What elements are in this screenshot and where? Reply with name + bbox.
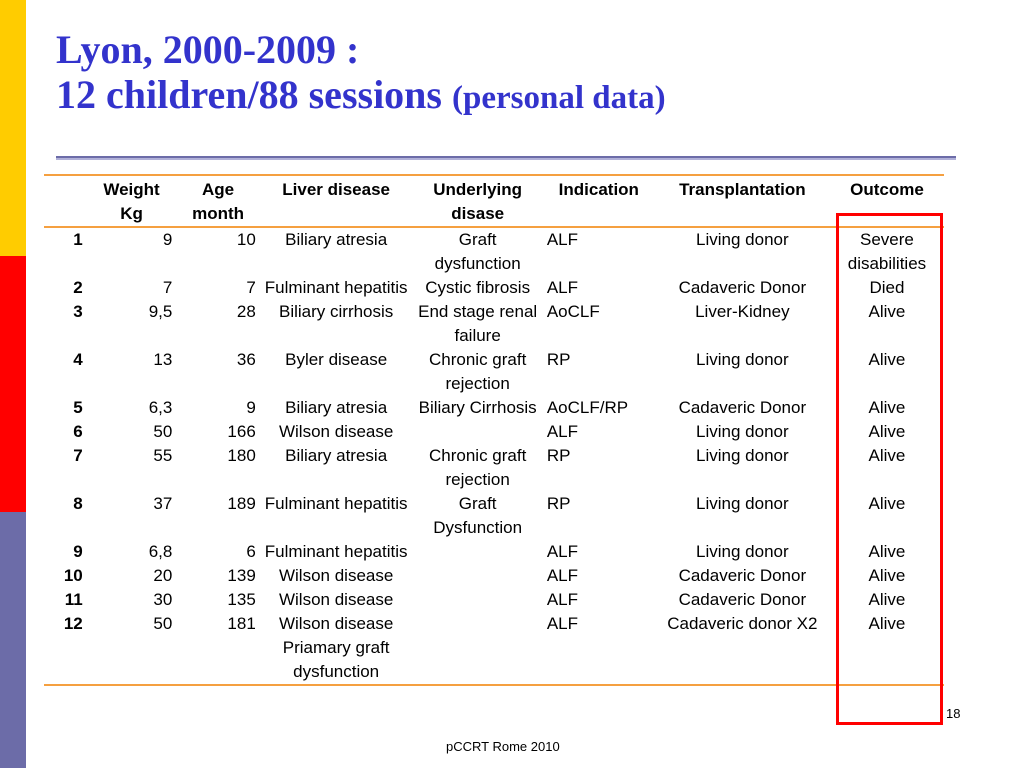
cell-outcome: Died xyxy=(869,278,905,297)
slide-title xyxy=(56,28,666,118)
cell-age: 10 xyxy=(236,230,256,249)
cell-outcome: Alive xyxy=(868,542,906,561)
cell-indication: ALF xyxy=(546,230,578,249)
cell-underlying-disease: Graft Dysfunction xyxy=(433,494,523,537)
cell-transplantation: Living donor xyxy=(696,446,789,465)
header-weight: Weight Kg xyxy=(87,175,177,227)
page-number: 18 xyxy=(946,706,961,721)
header-number xyxy=(44,175,87,227)
table-row xyxy=(44,588,944,612)
cell-indication: RP xyxy=(546,494,571,513)
cell-underlying-disease xyxy=(413,564,543,588)
cell-weight: 50 xyxy=(153,422,173,441)
cell-liver-disease: Fulminant hepatitis xyxy=(264,494,408,513)
cell-underlying-disease: Biliary Cirrhosis xyxy=(418,398,537,417)
slide-title-line2 xyxy=(56,73,666,118)
cell-age: 36 xyxy=(236,350,256,369)
cell-underlying-disease xyxy=(413,612,543,685)
cell-outcome: Alive xyxy=(868,446,906,465)
table-row xyxy=(44,300,944,348)
cell-liver-disease: Wilson disease xyxy=(278,422,394,441)
slide-title-line2-main: 12 children/88 sessions xyxy=(56,71,442,117)
cell-transplantation: Living donor xyxy=(696,494,789,513)
cell-age: 180 xyxy=(227,446,256,465)
cell-liver-disease: Wilson disease xyxy=(278,566,394,585)
cell-number: 11 xyxy=(64,590,83,609)
cell-number: 4 xyxy=(73,350,83,369)
left-bar-blue xyxy=(0,512,26,768)
cell-liver-disease: Fulminant hepatitis xyxy=(264,278,408,297)
cell-number: 9 xyxy=(73,542,83,561)
table-row xyxy=(44,420,944,444)
cell-indication: ALF xyxy=(543,612,655,685)
left-bar-yellow xyxy=(0,0,26,256)
title-divider xyxy=(56,156,956,160)
left-bar-red xyxy=(0,256,26,512)
cell-transplantation: Liver-Kidney xyxy=(695,302,790,321)
cell-age: 6 xyxy=(246,542,256,561)
cell-age: 139 xyxy=(227,566,256,585)
cell-transplantation: Living donor xyxy=(696,422,789,441)
cell-number: 6 xyxy=(73,422,83,441)
cell-age: 181 xyxy=(176,612,259,685)
cell-transplantation: Living donor xyxy=(696,350,789,369)
cell-indication: ALF xyxy=(546,566,578,585)
cell-outcome: Alive xyxy=(868,566,906,585)
cell-indication: ALF xyxy=(546,278,578,297)
cell-outcome: Alive xyxy=(868,398,906,417)
cell-number: 5 xyxy=(73,398,83,417)
cell-number: 1 xyxy=(73,230,83,249)
cell-outcome: Alive xyxy=(868,350,906,369)
cell-age: 166 xyxy=(227,422,256,441)
footer-text: pCCRT Rome 2010 xyxy=(446,739,560,754)
cell-indication: ALF xyxy=(546,590,578,609)
table-row xyxy=(44,396,944,420)
table-header xyxy=(44,175,944,227)
header-transplantation: Transplantation xyxy=(655,175,830,227)
cell-transplantation: Cadaveric Donor xyxy=(678,566,807,585)
cell-outcome: Severe disabilities xyxy=(847,230,927,273)
table-row xyxy=(44,276,944,300)
cell-weight: 9,5 xyxy=(148,302,173,321)
cell-liver-disease: Biliary cirrhosis xyxy=(279,302,394,321)
cell-number: 10 xyxy=(63,566,83,585)
cell-weight: 6,8 xyxy=(148,542,173,561)
cell-transplantation: Cadaveric Donor xyxy=(678,278,807,297)
cell-age: 135 xyxy=(227,590,256,609)
cell-age: 189 xyxy=(227,494,256,513)
cell-number: 8 xyxy=(73,494,83,513)
cell-weight: 50 xyxy=(87,612,177,685)
cell-number: 12 xyxy=(44,612,87,685)
cell-liver-disease: Biliary atresia xyxy=(285,230,388,249)
cell-underlying-disease: Chronic graft rejection xyxy=(428,350,527,393)
table-row xyxy=(44,444,944,492)
cell-outcome: Alive xyxy=(868,422,906,441)
cell-underlying-disease: Graft dysfunction xyxy=(434,230,521,273)
cell-transplantation: Cadaveric donor X2 xyxy=(655,612,830,685)
cell-weight: 7 xyxy=(162,278,173,297)
cell-weight: 6,3 xyxy=(148,398,173,417)
cell-age: 7 xyxy=(246,278,256,297)
cell-transplantation: Living donor xyxy=(696,542,789,561)
table-row xyxy=(44,227,944,276)
table-header-row xyxy=(44,175,944,227)
table-row xyxy=(44,612,944,685)
cell-liver-disease: Wilson disease xyxy=(278,590,394,609)
cell-weight: 37 xyxy=(153,494,173,513)
table-row xyxy=(44,564,944,588)
cell-number: 2 xyxy=(73,278,83,297)
slide-title-line2-suffix: (personal data) xyxy=(452,79,666,116)
cell-liver-disease: Fulminant hepatitis xyxy=(264,542,408,561)
cell-number: 3 xyxy=(73,302,83,321)
cell-indication: ALF xyxy=(546,542,578,561)
cell-weight: 9 xyxy=(162,230,173,249)
cell-indication: AoCLF xyxy=(546,302,600,321)
cell-outcome: Alive xyxy=(868,302,906,321)
table-row xyxy=(44,348,944,396)
cell-transplantation: Cadaveric Donor xyxy=(678,590,807,609)
cell-liver-disease: Biliary atresia xyxy=(285,398,388,417)
cell-age: 9 xyxy=(246,398,256,417)
table-row xyxy=(44,492,944,540)
header-underlying-disease: Underlying disase xyxy=(413,175,543,227)
cell-transplantation: Cadaveric Donor xyxy=(678,398,807,417)
header-age: Age month xyxy=(176,175,259,227)
cell-indication: RP xyxy=(546,446,571,465)
cell-underlying-disease xyxy=(413,588,543,612)
header-outcome: Outcome xyxy=(830,175,944,227)
cell-weight: 55 xyxy=(153,446,173,465)
cell-indication: AoCLF/RP xyxy=(546,398,629,417)
cell-underlying-disease: Chronic graft rejection xyxy=(428,446,527,489)
cell-liver-disease: Wilson disease Priamary graft dysfunction xyxy=(260,612,413,685)
table-body xyxy=(44,227,944,685)
cell-underlying-disease: End stage renal failure xyxy=(418,302,538,345)
cell-weight: 20 xyxy=(153,566,173,585)
cell-age: 28 xyxy=(236,302,256,321)
cell-underlying-disease xyxy=(413,540,543,564)
table-row xyxy=(44,540,944,564)
header-liver-disease: Liver disease xyxy=(260,175,413,227)
cell-liver-disease: Biliary atresia xyxy=(285,446,388,465)
cell-indication: RP xyxy=(546,350,571,369)
cell-transplantation: Living donor xyxy=(696,230,789,249)
cell-underlying-disease: Cystic fibrosis xyxy=(425,278,531,297)
cell-weight: 30 xyxy=(153,590,173,609)
cell-indication: ALF xyxy=(546,422,578,441)
cell-underlying-disease xyxy=(413,420,543,444)
cell-outcome: Alive xyxy=(830,612,944,685)
cell-weight: 13 xyxy=(153,350,173,369)
slide-title-line1: Lyon, 2000-2009 : xyxy=(56,27,360,72)
patient-table xyxy=(44,174,944,686)
cell-outcome: Alive xyxy=(868,494,906,513)
cell-number: 7 xyxy=(73,446,83,465)
cell-liver-disease: Byler disease xyxy=(285,350,388,369)
header-indication: Indication xyxy=(543,175,655,227)
cell-outcome: Alive xyxy=(868,590,906,609)
